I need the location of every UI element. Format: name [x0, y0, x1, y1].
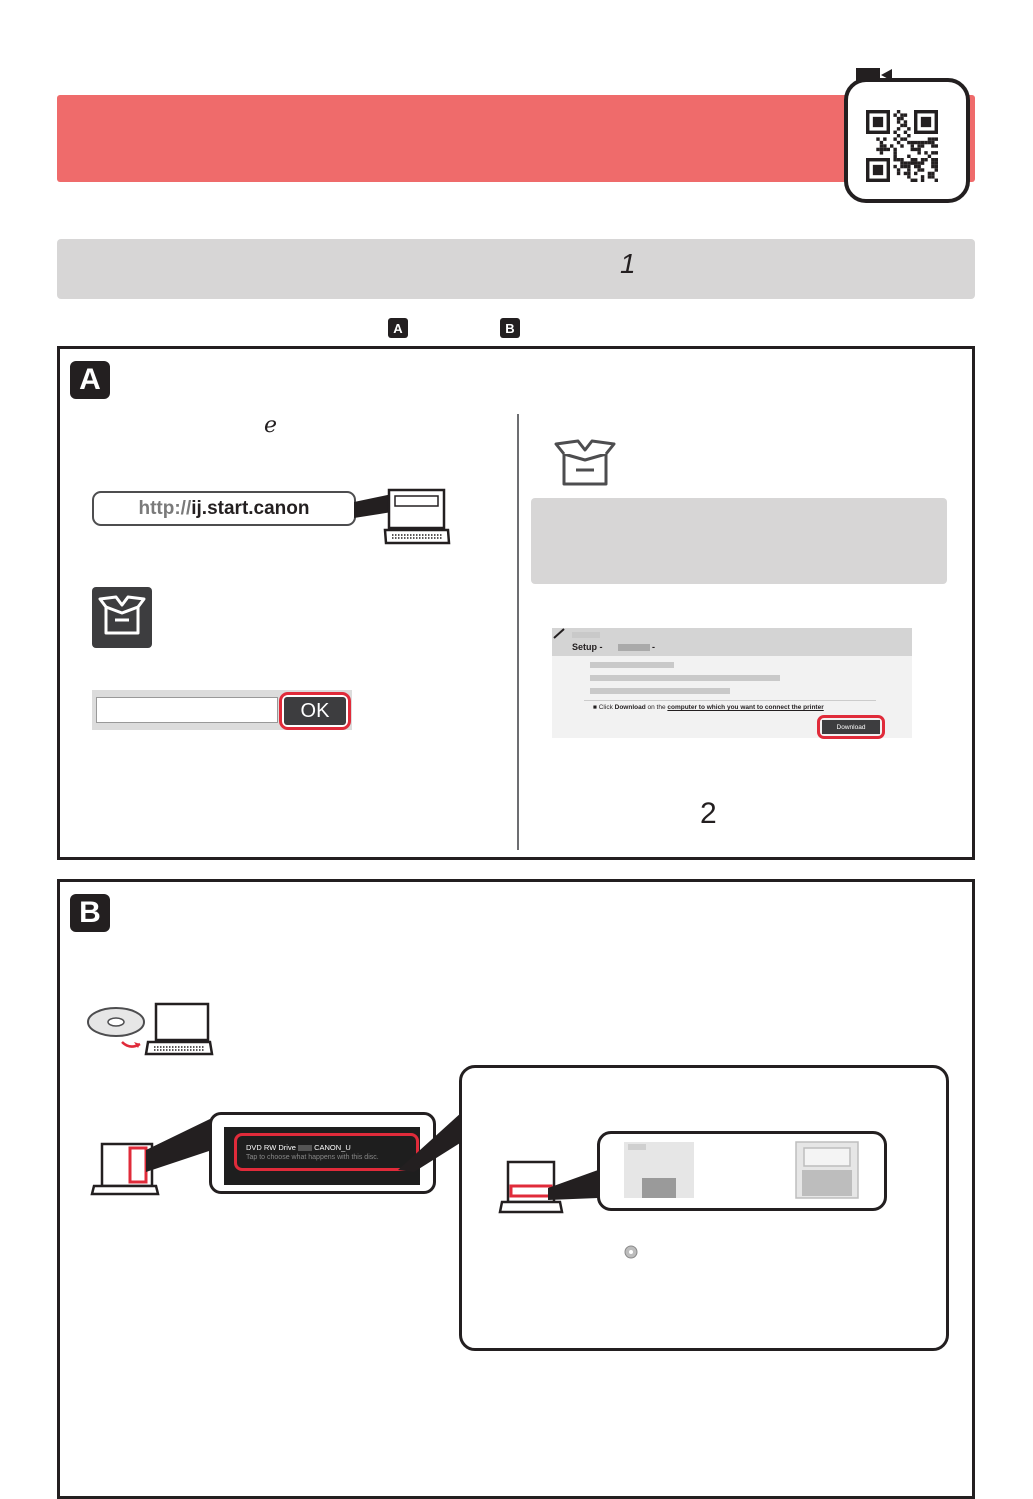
blurred-text: [590, 675, 780, 681]
setup-title-tail: -: [652, 642, 655, 652]
url-host: ij.start.canon: [191, 497, 310, 519]
section-b-badge: B: [70, 894, 110, 932]
laptop-notification-icon: [90, 1118, 220, 1198]
blurred-text: [590, 662, 674, 668]
section-a: [57, 346, 975, 860]
header-band: [57, 95, 975, 182]
note-panel: [531, 498, 947, 584]
setup-instruction: ■ Click Download on the computer to which you want to connect the printer: [593, 704, 824, 711]
ok-button[interactable]: OK: [284, 697, 346, 725]
url-prefix: http://: [138, 497, 192, 519]
qr-code-icon: [866, 110, 938, 182]
video-camera-icon: [856, 66, 896, 84]
url-bar[interactable]: [92, 491, 356, 526]
corner-stroke: [552, 628, 566, 640]
display-digit: 1: [620, 248, 636, 279]
blurred-text: [618, 644, 650, 651]
blurred-text: [590, 688, 730, 694]
option-a-badge: A: [388, 318, 408, 338]
laptop-taskbar-icon: [498, 1160, 602, 1216]
notification-subtitle: Tap to choose what happens with this disc.: [246, 1154, 379, 1161]
option-b-badge: B: [500, 318, 520, 338]
info-band: [57, 239, 975, 299]
blurred-text: [572, 632, 600, 638]
edge-browser-icon: ℯ: [264, 412, 278, 437]
laptop-icon: [352, 488, 452, 548]
section-a-badge: A: [70, 361, 110, 399]
notification-title: DVD RW Drive CANON_U: [246, 1143, 351, 1152]
dialog-input[interactable]: [96, 697, 278, 723]
cd-into-laptop-icon: [86, 1000, 214, 1058]
cd-drive-icon: [624, 1245, 638, 1259]
setup-app-icon[interactable]: [92, 587, 152, 648]
separator: [584, 700, 876, 701]
setup-title-bar: [552, 628, 912, 656]
column-divider: [517, 414, 519, 850]
setup-box-icon: [552, 436, 618, 486]
file-explorer-icon[interactable]: [622, 1140, 696, 1200]
folder-icon[interactable]: [794, 1140, 860, 1200]
download-button[interactable]: Download: [822, 720, 880, 734]
step-number: 2: [700, 797, 717, 830]
setup-title: Setup -: [572, 642, 603, 652]
notification-highlight: [234, 1133, 419, 1171]
